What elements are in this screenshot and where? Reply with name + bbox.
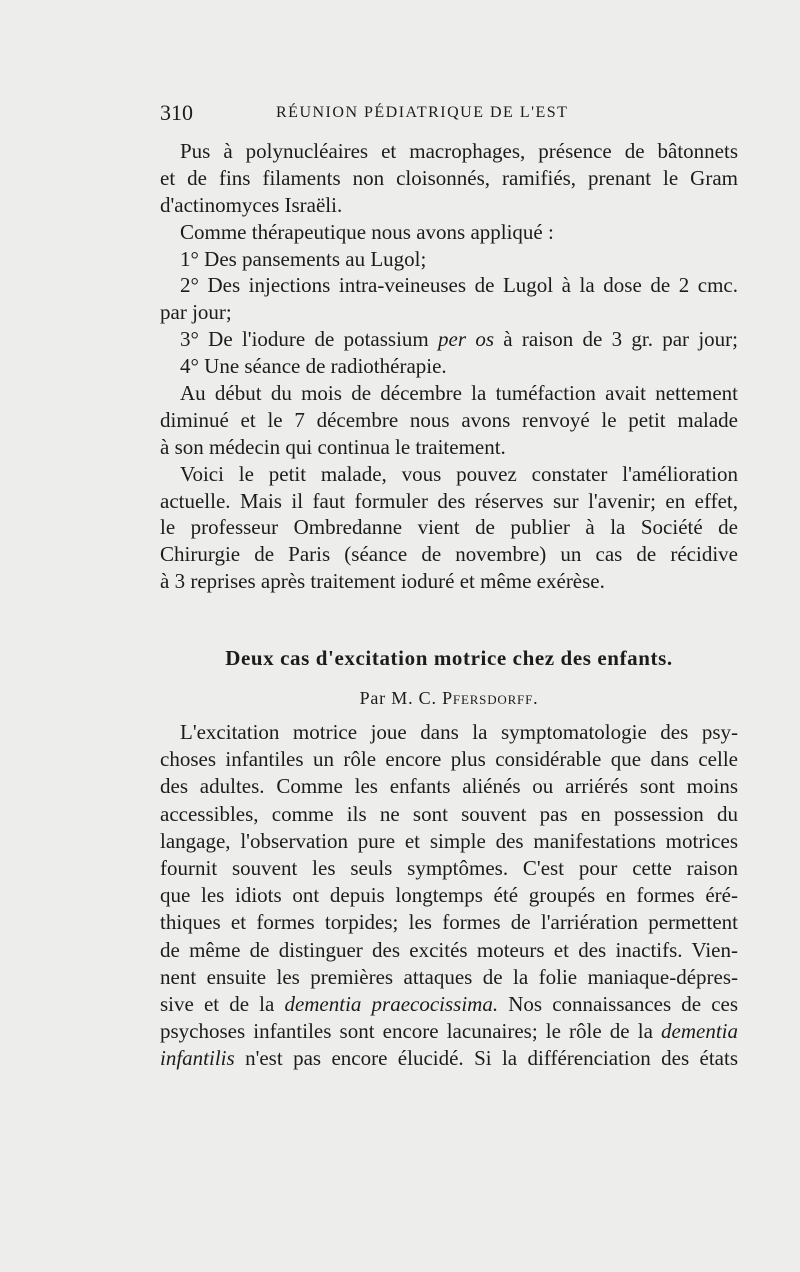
text-line: accessibles, comme ils ne sont souvent pas en possession du: [160, 801, 738, 826]
text-line: Chirurgie de Paris (séance de novembre) un cas de récidive: [160, 542, 738, 567]
text-line: Voici le petit malade, vous pouvez constater l'amélioration: [180, 461, 738, 486]
text-line: à son médecin qui continua le traitement.: [160, 434, 506, 459]
article-author: [160, 688, 738, 709]
page-number: 310: [160, 100, 193, 125]
text-fragment: Nos connaissances de ces: [508, 991, 739, 1016]
text-line: L'excitation motrice joue dans la symptomatologie des psy-: [180, 720, 738, 744]
list-item: 2° Des injections intra-veineuses de Lugol à la dose de 2 cmc.: [180, 273, 738, 298]
text-line: fournit souvent les seuls symptômes. C'est pour cette raison: [160, 855, 738, 880]
text-line: des adultes. Comme les enfants aliénés ou arriérés sont moins: [160, 774, 738, 799]
text-fragment: 3° De l'iodure de potassium: [180, 327, 429, 352]
text-line: que les idiots ont depuis longtemps été groupés en formes éré-: [160, 883, 738, 908]
author-name: Pfersdorff.: [442, 688, 539, 708]
italic-term: infantilis: [160, 1046, 235, 1071]
text-line: thiques et formes torpides; les formes de l'arriération permettent: [160, 910, 738, 935]
article-title: Deux cas d'excitation motrice chez des enfants.: [225, 646, 673, 670]
list-item: [160, 326, 738, 353]
running-head: RÉUNION PÉDIATRIQUE DE L'EST: [276, 104, 569, 121]
text-fragment: n'est pas encore élucidé. Si la différenciation des états: [245, 1046, 738, 1071]
text-line: et de fins filaments non cloisonnés, ramifiés, prenant le Gram: [160, 165, 738, 190]
italic-term: dementia praecocissima.: [284, 991, 499, 1016]
italic-term: per os: [438, 327, 494, 352]
text-line: [160, 991, 738, 1018]
text-line: de même de distinguer des excités moteurs et des inactifs. Vien-: [160, 937, 738, 962]
text-line: choses infantiles un rôle encore plus considérable que dans celle: [160, 747, 738, 772]
italic-term: dementia: [661, 1019, 739, 1044]
text-fragment: psychoses infantiles sont encore lacunaires; le rôle de la: [160, 1019, 653, 1044]
text-line: le professeur Ombredanne vient de publier à la Société de: [160, 515, 738, 540]
text-line: Pus à polynucléaires et macrophages, présence de bâtonnets: [180, 139, 738, 163]
text-line: Au début du mois de décembre la tuméfaction avait nettement: [180, 381, 738, 406]
text-line: [160, 1018, 738, 1045]
text-fragment: sive et de la: [160, 991, 275, 1016]
text-line: langage, l'observation pure et simple des manifestations motrices: [160, 828, 738, 853]
page-header: [160, 100, 740, 130]
text-fragment: à raison de 3 gr. par jour;: [503, 327, 738, 352]
text-line: d'actinomyces Israëli.: [160, 192, 343, 217]
list-item: 4° Une séance de radiothérapie.: [180, 354, 447, 379]
text-line: actuelle. Mais il faut formuler des réserves sur l'avenir; en effet,: [160, 488, 738, 513]
text-line: diminué et le 7 décembre nous avons renvoyé le petit malade: [160, 407, 738, 432]
text-line: par jour;: [160, 300, 232, 325]
text-line: [160, 1045, 738, 1072]
section-2-text: [160, 719, 738, 1072]
author-prefix: Par M. C.: [359, 688, 437, 708]
section-1-text: [160, 138, 738, 595]
text-line: à 3 reprises après traitement ioduré et même exérèse.: [160, 569, 605, 594]
list-item: 1° Des pansements au Lugol;: [180, 246, 427, 271]
text-line: Comme thérapeutique nous avons appliqué :: [180, 219, 554, 244]
text-line: nent ensuite les premières attaques de la folie maniaque-dépres-: [160, 964, 738, 989]
